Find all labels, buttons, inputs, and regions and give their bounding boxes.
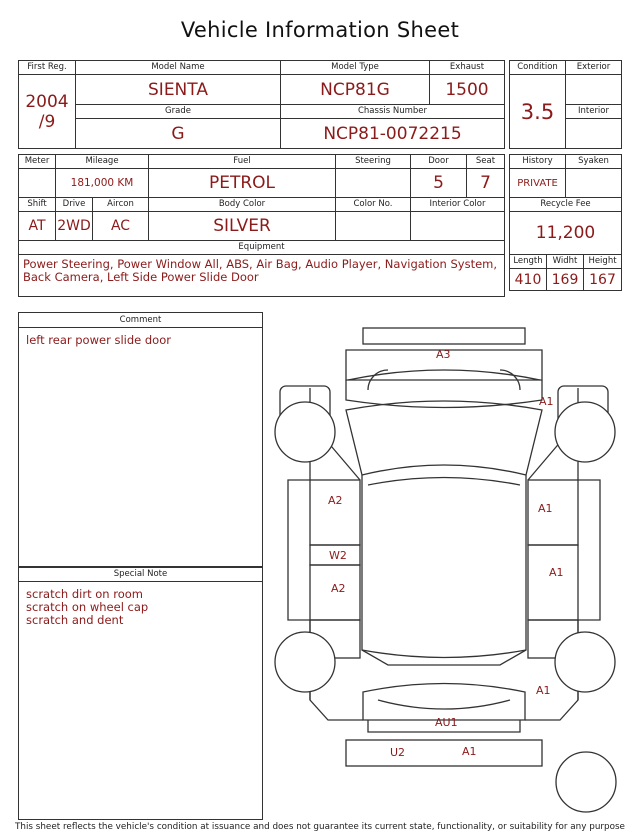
exhaust-value: 1500 — [430, 75, 505, 105]
first-reg-value — [19, 75, 76, 149]
meter-label: Meter — [19, 155, 56, 169]
special-note-line: scratch and dent — [26, 613, 124, 627]
exhaust-label: Exhaust — [430, 61, 505, 75]
page-title: Vehicle Information Sheet — [180, 18, 460, 42]
color-no-value — [336, 212, 411, 241]
model-name-label: Model Name — [76, 61, 281, 75]
special-note-line: scratch dirt on room — [26, 587, 143, 601]
drive-label: Drive — [56, 198, 93, 212]
first-reg-month: /9 — [38, 111, 56, 132]
equipment-label: Equipment — [19, 241, 505, 255]
interior-label: Interior — [566, 105, 622, 119]
grade-value: G — [76, 119, 281, 149]
width-value: 169 — [547, 269, 584, 291]
vehicle-spec-table — [18, 60, 505, 149]
mark-hood: A3 — [436, 348, 451, 361]
steering-value — [336, 169, 411, 198]
steering-label: Steering — [336, 155, 411, 169]
fuel-value: PETROL — [149, 169, 336, 198]
condition-label: Condition — [510, 61, 566, 75]
first-reg-year: 2004 — [25, 91, 69, 112]
comment-label: Comment — [19, 313, 262, 328]
aircon-value: AC — [93, 212, 149, 241]
exterior-label: Exterior — [566, 61, 622, 75]
comment-text: left rear power slide door — [26, 333, 171, 347]
special-note-list — [19, 582, 262, 633]
seat-label: Seat — [467, 155, 505, 169]
rear-right-wheel — [555, 632, 615, 692]
mark-rear-bumper-left: U2 — [390, 746, 406, 759]
wheels — [275, 402, 616, 812]
special-note-box — [18, 566, 263, 820]
comment-box — [18, 312, 263, 568]
grade-label: Grade — [76, 105, 281, 119]
history-table — [509, 154, 622, 291]
special-note-label: Special Note — [19, 567, 262, 582]
special-note-line: scratch on wheel cap — [26, 600, 149, 614]
disclaimer-footer: This sheet reflects the vehicle's condition at issuance and does not guarantee its current state, functionality, or suitability for any purpose — [15, 822, 625, 832]
mark-right-rear-door: A1 — [549, 566, 564, 579]
shift-value: AT — [19, 212, 56, 241]
exterior-value — [566, 75, 622, 105]
car-outline — [280, 328, 608, 766]
aircon-label: Aircon — [93, 198, 149, 212]
door-value: 5 — [411, 169, 467, 198]
chassis-number-label: Chassis Number — [281, 105, 505, 119]
model-name-value: SIENTA — [76, 75, 281, 105]
shift-label: Shift — [19, 198, 56, 212]
mark-left-front-door: A2 — [328, 494, 343, 507]
mark-right-front-door: A1 — [538, 502, 553, 515]
fuel-label: Fuel — [149, 155, 336, 169]
interior-color-label: Interior Color — [411, 198, 505, 212]
syaken-value — [566, 169, 622, 198]
meter-value — [19, 169, 56, 198]
mark-left-rear-glass: W2 — [329, 549, 347, 562]
mileage-label: Mileage — [56, 155, 149, 169]
vehicle-detail-table — [18, 154, 505, 297]
mark-left-rear-door: A2 — [331, 582, 346, 595]
history-value: PRIVATE — [510, 169, 566, 198]
height-label: Height — [584, 255, 622, 269]
mileage-value: 181,000 KM — [56, 169, 149, 198]
recycle-fee-value: 11,200 — [510, 212, 622, 255]
drive-value: 2WD — [56, 212, 93, 241]
recycle-fee-label: Recycle Fee — [510, 198, 622, 212]
front-right-wheel — [555, 402, 615, 462]
spare-wheel — [556, 752, 616, 812]
body-color-value: SILVER — [149, 212, 336, 241]
width-label: Widht — [547, 255, 584, 269]
front-left-wheel — [275, 402, 335, 462]
door-label: Door — [411, 155, 467, 169]
model-type-label: Model Type — [281, 61, 430, 75]
interior-value — [566, 119, 622, 149]
history-label: History — [510, 155, 566, 169]
first-reg-label: First Reg. — [19, 61, 76, 75]
seat-value: 7 — [467, 169, 505, 198]
length-value: 410 — [510, 269, 547, 291]
syaken-label: Syaken — [566, 155, 622, 169]
equipment-value: Power Steering, Power Window All, ABS, Air Bag, Audio Player, Navigation System, Back Camera, Left Side Power Slide Door — [19, 255, 505, 297]
rear-left-wheel — [275, 632, 335, 692]
car-damage-diagram — [268, 320, 620, 822]
mark-right-front-fender: A1 — [539, 395, 554, 408]
mark-right-rear-quarter: A1 — [536, 684, 551, 697]
height-value: 167 — [584, 269, 622, 291]
color-no-label: Color No. — [336, 198, 411, 212]
body-color-label: Body Color — [149, 198, 336, 212]
mark-rear-gate: AU1 — [435, 716, 458, 729]
chassis-number-value: NCP81-0072215 — [281, 119, 505, 149]
mark-rear-bumper-right: A1 — [462, 745, 477, 758]
interior-color-value — [411, 212, 505, 241]
model-type-value: NCP81G — [281, 75, 430, 105]
condition-value: 3.5 — [510, 75, 566, 149]
condition-table — [509, 60, 622, 149]
length-label: Length — [510, 255, 547, 269]
